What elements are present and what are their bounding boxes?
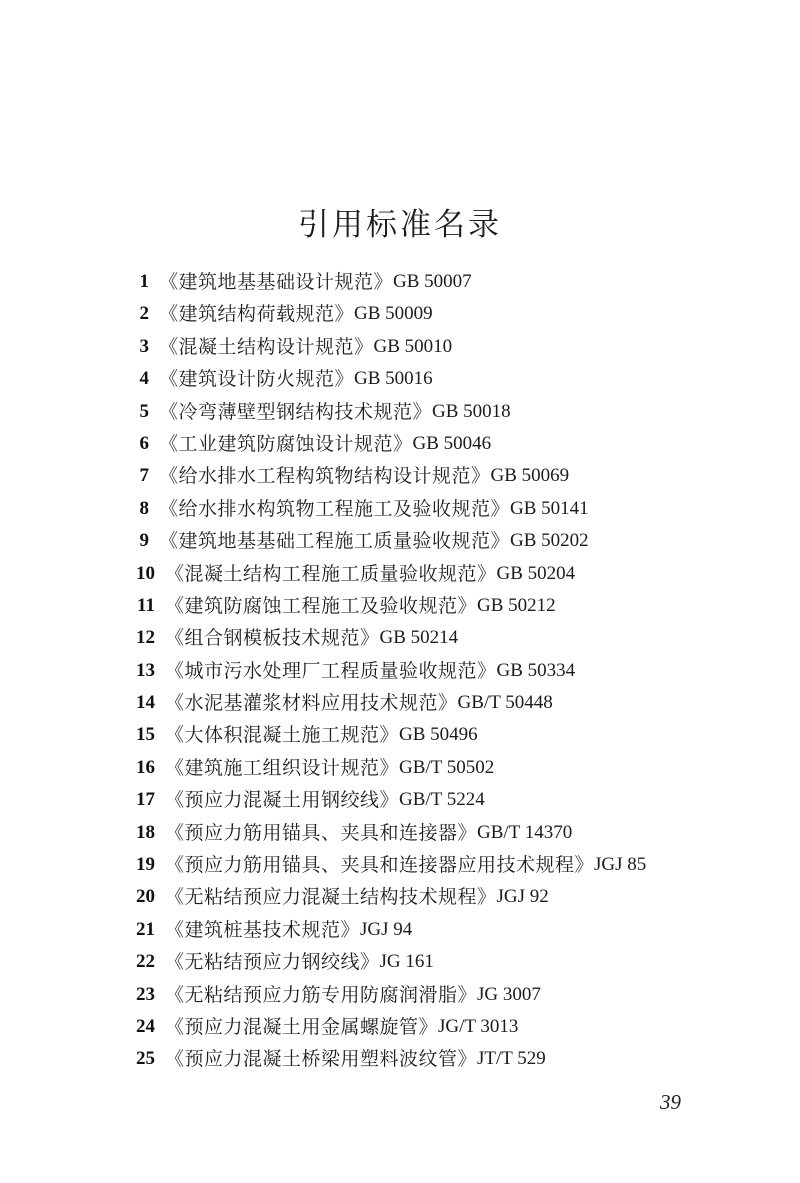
item-code: GB 50334 [496,659,576,681]
item-number: 22 [136,951,155,973]
item-number: 11 [137,594,155,616]
list-item [0,849,800,881]
list-item [0,979,800,1011]
item-title: 《混凝土结构工程施工质量验收规范》 [165,562,497,585]
item-title: 《水泥基灌浆材料应用技术规范》 [165,692,458,715]
standards-list [0,266,800,1076]
item-number: 16 [136,756,155,778]
item-title: 《建筑防腐蚀工程施工及验收规范》 [165,594,478,617]
item-title: 《冷弯薄壁型钢结构技术规范》 [159,400,433,423]
list-item [0,525,800,557]
list-item [0,331,800,363]
list-item [0,396,800,428]
list-item [0,428,800,460]
list-item [0,622,800,654]
item-code: GB 50069 [490,465,570,487]
item-title: 《建筑设计防火规范》 [159,368,355,391]
item-title: 《预应力筋用锚具、夹具和连接器》 [165,821,478,844]
item-number: 25 [136,1048,155,1070]
item-title: 《大体积混凝土施工规范》 [165,724,400,747]
list-item [0,1011,800,1043]
item-number: 2 [139,303,149,325]
item-number: 18 [136,821,155,843]
item-title: 《混凝土结构设计规范》 [159,335,374,358]
item-number: 5 [139,400,149,422]
item-number: 14 [136,692,155,714]
page-number: 39 [660,1090,681,1114]
list-item [0,687,800,719]
list-item [0,655,800,687]
item-number: 12 [136,627,155,649]
item-code: JGJ 94 [360,918,413,940]
list-item [0,493,800,525]
item-code: GB 50007 [393,271,472,292]
item-number: 8 [139,497,149,519]
list-item [0,784,800,816]
item-number: 9 [139,530,149,552]
item-number: 24 [136,1015,155,1037]
item-number: 1 [139,271,149,292]
item-title: 《给水排水构筑物工程施工及验收规范》 [159,497,511,520]
item-number: 3 [139,335,149,357]
list-item [0,590,800,622]
item-number: 4 [139,368,149,390]
item-title: 《预应力筋用锚具、夹具和连接器应用技术规程》 [165,854,595,877]
item-title: 《城市污水处理厂工程质量验收规范》 [165,659,497,682]
item-number: 20 [136,886,155,908]
item-number: 15 [136,724,155,746]
item-title: 《建筑地基基础设计规范》 [159,271,394,293]
list-item [0,1043,800,1075]
list-item [0,460,800,492]
item-title: 《预应力混凝土用金属螺旋管》 [165,1015,439,1038]
item-code: GB/T 50502 [399,756,495,778]
list-item [0,881,800,913]
item-title: 《工业建筑防腐蚀设计规范》 [159,432,413,455]
item-code: GB 50016 [354,368,433,390]
item-number: 23 [136,983,155,1005]
item-title: 《组合钢模板技术规范》 [165,627,380,650]
item-title: 《建筑施工组织设计规范》 [165,756,400,779]
item-number: 7 [139,465,149,487]
list-item [0,752,800,784]
item-title: 《建筑地基基础工程施工质量验收规范》 [159,530,511,553]
list-item [0,266,800,298]
list-item [0,946,800,978]
item-code: JGJ 92 [496,886,549,908]
item-title: 《建筑桩基技术规范》 [165,918,361,941]
item-title: 《无粘结预应力筋专用防腐润滑脂》 [165,983,478,1006]
item-title: 《无粘结预应力钢绞线》 [165,951,380,974]
item-code: JT/T 529 [477,1048,546,1070]
item-code: JG 161 [379,951,434,973]
item-number: 17 [136,789,155,811]
item-title: 《无粘结预应力混凝土结构技术规程》 [165,886,497,909]
item-code: GB 50010 [373,335,453,357]
item-code: GB 50202 [510,530,589,552]
list-item [0,363,800,395]
item-title: 《建筑结构荷载规范》 [159,303,355,326]
item-code: GB 50204 [496,562,576,584]
item-code: GB 50214 [379,627,459,649]
list-item [0,817,800,849]
list-item [0,558,800,590]
item-title: 《给水排水工程构筑物结构设计规范》 [159,465,491,488]
list-item [0,914,800,946]
list-item [0,719,800,751]
item-title: 《预应力混凝土用钢绞线》 [165,789,400,812]
item-code: GB 50141 [510,497,589,519]
item-code: GB 50046 [412,432,492,454]
item-number: 19 [136,854,155,876]
item-number: 10 [136,562,155,584]
item-code: GB/T 5224 [399,789,485,811]
item-code: JG/T 3013 [438,1015,519,1037]
item-code: GB/T 50448 [457,692,553,714]
item-title: 《预应力混凝土桥梁用塑料波纹管》 [165,1048,478,1071]
item-code: GB 50018 [432,400,511,422]
item-code: GB 50212 [477,594,556,616]
item-code: JGJ 85 [594,854,647,876]
item-code: GB 50009 [354,303,433,325]
item-number: 21 [136,918,155,940]
item-code: GB/T 14370 [477,821,573,843]
page-title: 引用标准名录 [298,206,502,243]
item-code: JG 3007 [477,983,541,1005]
item-number: 13 [136,659,155,681]
item-number: 6 [139,432,149,454]
item-code: GB 50496 [399,724,478,746]
list-item [0,298,800,330]
